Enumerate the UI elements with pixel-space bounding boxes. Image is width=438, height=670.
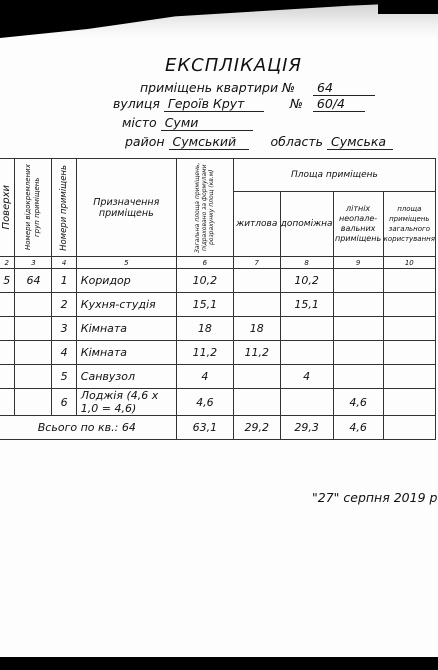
cell-living: 11,2 [233,341,280,365]
cell-purpose: Коридор [76,269,176,293]
oblast-label: область [270,134,324,149]
street-value: Героїв Крут [164,96,264,112]
cell-floor: 5 [0,269,15,293]
col-number: 3 [15,257,52,269]
scan-corner [378,0,438,14]
cell-apt [15,317,52,341]
cell-purpose: Лоджія (4,6 x 1,0 = 4,6) [76,389,176,416]
cell-common [383,389,435,416]
total-common-sum [383,416,435,440]
district-line [125,134,393,150]
cell-total: 11,2 [176,341,233,365]
cell-summer [333,317,383,341]
cell-summer: 4,6 [333,389,383,416]
cell-apt [15,341,52,365]
cell-common [383,293,435,317]
district-value: Сумський [169,134,249,150]
cell-floor [0,389,15,416]
apartment-label: приміщень квартири № [140,80,296,95]
table-row [0,269,436,293]
cell-room-no: 3 [52,317,76,341]
col-header-living: житлова [233,192,280,257]
cell-floor [0,365,15,389]
cell-living [233,389,280,416]
cell-apt [15,293,52,317]
cell-common [383,341,435,365]
total-label: Всього по кв.: 64 [0,416,176,440]
cell-common [383,269,435,293]
cell-apt [15,365,52,389]
col-number: 2 [0,257,15,269]
cell-purpose: Кухня-студія [76,293,176,317]
cell-room-no: 1 [52,269,76,293]
col-number: 9 [333,257,383,269]
total-summer-sum: 4,6 [333,416,383,440]
cell-summer [333,341,383,365]
page-title: ЕКСПЛІКАЦІЯ [165,55,302,76]
cell-purpose: Санвузол [76,365,176,389]
col-header-apt-numbers: Номери відокремлених груп приміщень [15,159,52,257]
col-header-common: площа приміщень загального користування [383,192,435,257]
col-header-purpose: Призначення приміщень [76,159,176,257]
cell-apt [15,389,52,416]
city-label: місто [122,115,157,130]
cell-living [233,293,280,317]
street-label: вулиця [113,96,160,111]
oblast-value: Сумська [327,134,393,150]
cell-living [233,365,280,389]
col-number: 4 [52,257,76,269]
apartment-number: 64 [313,80,375,96]
total-area-sum: 63,1 [176,416,233,440]
total-row [0,416,436,440]
cell-summer [333,269,383,293]
house-number: 60/4 [313,96,365,112]
cell-total: 15,1 [176,293,233,317]
cell-floor [0,293,15,317]
cell-aux: 4 [280,365,333,389]
cell-summer [333,293,383,317]
cell-room-no: 2 [52,293,76,317]
col-number: 5 [76,257,176,269]
city-value: Суми [161,115,253,131]
document-date: "27" серпня 2019 р [312,490,438,505]
cell-room-no: 4 [52,341,76,365]
column-number-row [0,257,436,269]
col-header-summer: літніх неопале-вальних приміщень [333,192,383,257]
table-row [0,293,436,317]
cell-living: 18 [233,317,280,341]
col-header-floors: Поверхи [0,159,15,257]
street-line [113,96,365,112]
cell-total: 4 [176,365,233,389]
house-label: № [289,96,303,111]
cell-aux: 15,1 [280,293,333,317]
cell-purpose: Кімната [76,317,176,341]
col-header-auxiliary: допоміжна [280,192,333,257]
cell-living [233,269,280,293]
city-line [122,115,253,131]
explication-table [0,158,436,440]
cell-total: 4,6 [176,389,233,416]
cell-total: 10,2 [176,269,233,293]
cell-aux [280,317,333,341]
apartment-line [140,80,375,96]
cell-floor [0,317,15,341]
col-number: 10 [383,257,435,269]
scan-bottom-border [0,657,438,670]
cell-common [383,365,435,389]
col-number: 6 [176,257,233,269]
scan-top-border [0,0,438,38]
cell-total: 18 [176,317,233,341]
cell-aux [280,389,333,416]
table-row [0,365,436,389]
table-row [0,317,436,341]
table-row [0,341,436,365]
cell-floor [0,341,15,365]
total-living-sum: 29,2 [233,416,280,440]
col-header-total-area: Загальна площа приміщень, підраховано за формулами розрахунку площ (кв.м) [176,159,233,257]
district-label: район [125,134,165,149]
cell-aux: 10,2 [280,269,333,293]
total-aux-sum: 29,3 [280,416,333,440]
col-number: 8 [280,257,333,269]
table-row [0,389,436,416]
col-number: 7 [233,257,280,269]
col-header-area-group: Площа приміщень [233,159,435,192]
cell-apt: 64 [15,269,52,293]
col-header-room-numbers: Номери приміщень [52,159,76,257]
cell-room-no: 5 [52,365,76,389]
cell-aux [280,341,333,365]
cell-room-no: 6 [52,389,76,416]
cell-common [383,317,435,341]
cell-summer [333,365,383,389]
cell-purpose: Кімната [76,341,176,365]
